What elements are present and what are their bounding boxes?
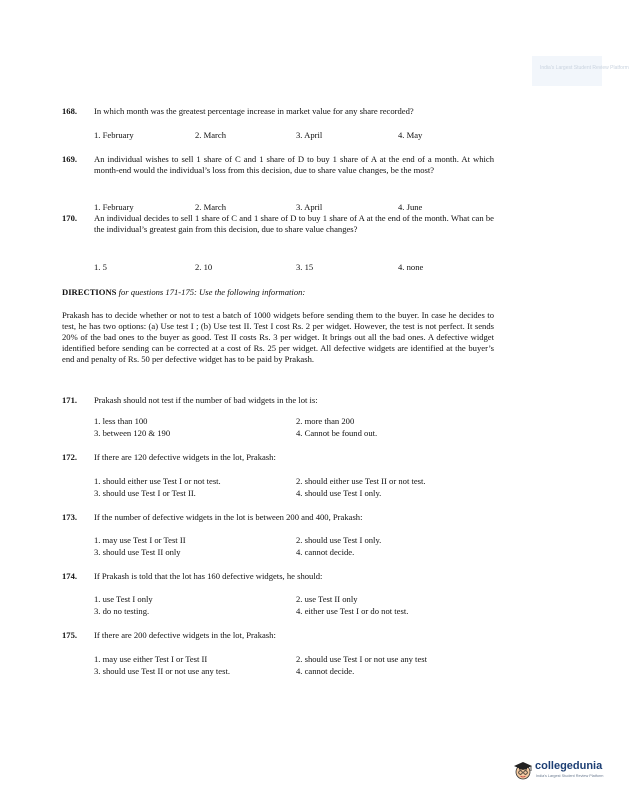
header-watermark — [532, 56, 629, 86]
question-text: Prakash should not test if the number of bad widgets in the lot is: — [94, 395, 318, 405]
option-1[interactable]: 1. February — [94, 202, 134, 212]
option-4[interactable]: 4. cannot decide. — [296, 547, 355, 557]
option-3[interactable]: 3. should use Test I or Test II. — [94, 488, 196, 498]
option-3[interactable]: 3. do no testing. — [94, 606, 150, 616]
option-1[interactable]: 1. less than 100 — [94, 416, 148, 426]
question-number: 171. — [62, 395, 78, 405]
option-3[interactable]: 3. should use Test II or not use any test. — [94, 666, 231, 676]
question-text: In which month was the greatest percentage increase in market value for any share recorded? — [94, 106, 414, 116]
option-1[interactable]: 1. may use Test I or Test II — [94, 535, 186, 545]
question-text: If Prakash is told that the lot has 160 defective widgets, he should: — [94, 571, 323, 581]
option-4[interactable]: 4. May — [398, 130, 423, 140]
question-number: 173. — [62, 512, 78, 522]
option-1[interactable]: 1. use Test I only — [94, 594, 153, 604]
option-2[interactable]: 2. use Test II only — [296, 594, 358, 604]
question-number: 170. — [62, 213, 78, 223]
graduate-icon — [512, 759, 534, 781]
option-2[interactable]: 2. should either use Test II or not test. — [296, 476, 426, 486]
information-passage: Prakash has to decide whether or not to test a batch of 1000 widgets before sending them to the buyer. In case he decides to test, he has two options: (a) Use test I ; (b) Use test II. Test I cost Rs. 2 per widget. However, the test is not perfect. It sends 20% of the bad ones to the buyer as good. Test II costs Rs. 3 per widget. It brings out all the bad ones. A defective widget identified before sending can be corrected at a cost of Rs. 25 per widget. All defective widgets are identified at the buyer’s end and penalty of Rs. 50 per defective widget has to be paid by Prakash. — [62, 310, 494, 364]
header-watermark-text: India's Largest Student Review Platform — [540, 65, 629, 71]
option-2[interactable]: 2. more than 200 — [296, 416, 355, 426]
question-text: If there are 200 defective widgets in the lot, Prakash: — [94, 630, 276, 640]
directions-heading — [62, 287, 305, 298]
option-1[interactable]: 1. may use either Test I or Test II — [94, 654, 208, 664]
option-4[interactable]: 4. June — [398, 202, 423, 212]
option-1[interactable]: 1. 5 — [94, 262, 107, 272]
option-4[interactable]: 4. should use Test I only. — [296, 488, 382, 498]
option-2[interactable]: 2. March — [195, 130, 227, 140]
question-text: An individual wishes to sell 1 share of C and 1 share of D to buy 1 share of A at the end of a month. At which month-end would the individual’s loss from this decision, due to share value changes, be the most? — [94, 154, 494, 175]
option-4[interactable]: 4. none — [398, 262, 424, 272]
option-4[interactable]: 4. Cannot be found out. — [296, 428, 378, 438]
directions-text: for questions 171-175: Use the following information: — [118, 287, 306, 297]
option-3[interactable]: 3. April — [296, 130, 323, 140]
question-text: If there are 120 defective widgets in the lot, Prakash: — [94, 452, 276, 462]
option-2[interactable]: 2. 10 — [195, 262, 213, 272]
question-text: An individual decides to sell 1 share of C and 1 share of D to buy 1 share of A at the end of the month. What can be the individual’s greatest gain from this decision, due to share value changes? — [94, 213, 494, 234]
logo-tagline: India's Largest Student Review Platform — [536, 774, 604, 778]
question-number: 175. — [62, 630, 78, 640]
option-3[interactable]: 3. April — [296, 202, 323, 212]
question-number: 172. — [62, 452, 78, 462]
option-1[interactable]: 1. February — [94, 130, 134, 140]
option-3[interactable]: 3. 15 — [296, 262, 314, 272]
question-number: 169. — [62, 154, 78, 164]
option-2[interactable]: 2. should use Test I only. — [296, 535, 382, 545]
option-3[interactable]: 3. should use Test II only — [94, 547, 181, 557]
collegedunia-logo — [512, 757, 606, 785]
option-2[interactable]: 2. should use Test I or not use any test — [296, 654, 427, 664]
option-3[interactable]: 3. between 120 & 190 — [94, 428, 171, 438]
option-4[interactable]: 4. either use Test I or do not test. — [296, 606, 409, 616]
question-text: If the number of defective widgets in the lot is between 200 and 400, Prakash: — [94, 512, 363, 522]
directions-label: DIRECTIONS — [62, 287, 117, 297]
option-4[interactable]: 4. cannot decide. — [296, 666, 355, 676]
question-number: 168. — [62, 106, 78, 116]
question-number: 174. — [62, 571, 78, 581]
logo-name: collegedunia — [535, 760, 603, 772]
option-2[interactable]: 2. March — [195, 202, 227, 212]
option-1[interactable]: 1. should either use Test I or not test. — [94, 476, 221, 486]
